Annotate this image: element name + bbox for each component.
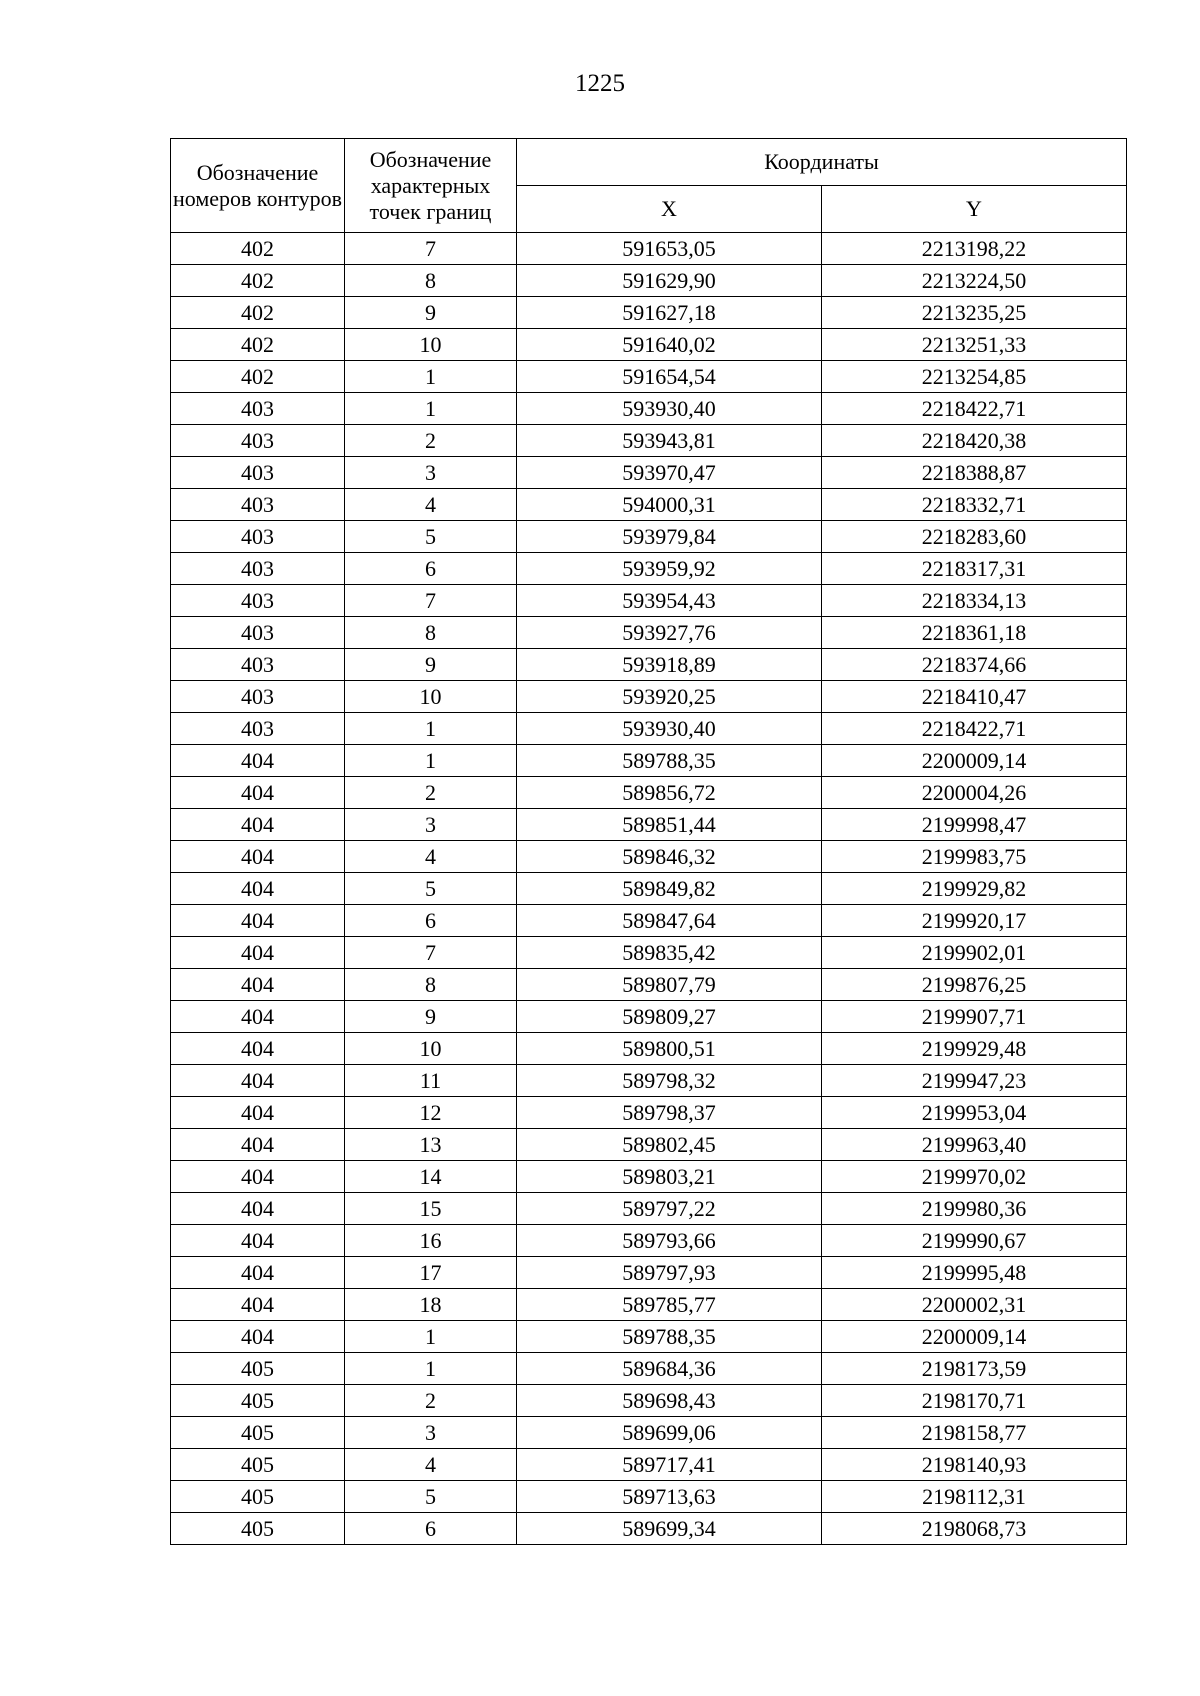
cell-contour: 403: [171, 489, 345, 521]
cell-contour: 404: [171, 1289, 345, 1321]
cell-contour: 403: [171, 713, 345, 745]
table-row: [171, 969, 1127, 1001]
cell-x: 589797,93: [517, 1257, 822, 1289]
table-row: [171, 393, 1127, 425]
cell-contour: 404: [171, 1193, 345, 1225]
cell-contour: 402: [171, 265, 345, 297]
cell-point: 7: [345, 937, 517, 969]
cell-point: 9: [345, 1001, 517, 1033]
cell-y: 2199953,04: [822, 1097, 1127, 1129]
table-row: [171, 649, 1127, 681]
cell-contour: 404: [171, 873, 345, 905]
table-row: [171, 425, 1127, 457]
table-row: [171, 809, 1127, 841]
cell-x: 591653,05: [517, 233, 822, 265]
cell-y: 2199990,67: [822, 1225, 1127, 1257]
cell-point: 13: [345, 1129, 517, 1161]
cell-x: 589807,79: [517, 969, 822, 1001]
cell-x: 589699,06: [517, 1417, 822, 1449]
cell-point: 7: [345, 585, 517, 617]
cell-point: 6: [345, 553, 517, 585]
cell-point: 9: [345, 649, 517, 681]
cell-x: 589717,41: [517, 1449, 822, 1481]
cell-y: 2213254,85: [822, 361, 1127, 393]
cell-contour: 402: [171, 361, 345, 393]
cell-point: 11: [345, 1065, 517, 1097]
table-row: [171, 1065, 1127, 1097]
cell-x: 591640,02: [517, 329, 822, 361]
cell-point: 2: [345, 1385, 517, 1417]
cell-x: 589846,32: [517, 841, 822, 873]
cell-x: 589797,22: [517, 1193, 822, 1225]
table-row: [171, 1257, 1127, 1289]
cell-point: 10: [345, 1033, 517, 1065]
cell-point: 8: [345, 969, 517, 1001]
cell-contour: 403: [171, 617, 345, 649]
cell-y: 2218374,66: [822, 649, 1127, 681]
table-row: [171, 1289, 1127, 1321]
table-row: [171, 265, 1127, 297]
cell-contour: 405: [171, 1385, 345, 1417]
cell-contour: 404: [171, 809, 345, 841]
table-row: [171, 553, 1127, 585]
table-row: [171, 457, 1127, 489]
cell-point: 10: [345, 329, 517, 361]
cell-contour: 403: [171, 393, 345, 425]
cell-point: 14: [345, 1161, 517, 1193]
table-row: [171, 1001, 1127, 1033]
coordinates-table: [170, 138, 1127, 1545]
cell-y: 2198158,77: [822, 1417, 1127, 1449]
table-row: [171, 521, 1127, 553]
cell-y: 2198068,73: [822, 1513, 1127, 1545]
cell-contour: 405: [171, 1417, 345, 1449]
cell-x: 589802,45: [517, 1129, 822, 1161]
cell-point: 1: [345, 745, 517, 777]
cell-y: 2218332,71: [822, 489, 1127, 521]
cell-contour: 405: [171, 1449, 345, 1481]
table-header: [171, 139, 1127, 233]
cell-x: 593927,76: [517, 617, 822, 649]
cell-x: 589713,63: [517, 1481, 822, 1513]
cell-y: 2218334,13: [822, 585, 1127, 617]
cell-contour: 404: [171, 745, 345, 777]
cell-x: 591627,18: [517, 297, 822, 329]
cell-point: 1: [345, 393, 517, 425]
cell-point: 7: [345, 233, 517, 265]
cell-x: 589698,43: [517, 1385, 822, 1417]
cell-y: 2199947,23: [822, 1065, 1127, 1097]
cell-point: 10: [345, 681, 517, 713]
cell-y: 2198140,93: [822, 1449, 1127, 1481]
cell-y: 2199920,17: [822, 905, 1127, 937]
cell-y: 2200009,14: [822, 745, 1127, 777]
cell-x: 589851,44: [517, 809, 822, 841]
cell-contour: 404: [171, 1321, 345, 1353]
cell-contour: 402: [171, 329, 345, 361]
table-row: [171, 1161, 1127, 1193]
cell-y: 2199902,01: [822, 937, 1127, 969]
table-row: [171, 1481, 1127, 1513]
table-row: [171, 1449, 1127, 1481]
table-row: [171, 1321, 1127, 1353]
cell-contour: 404: [171, 1225, 345, 1257]
cell-point: 8: [345, 265, 517, 297]
cell-contour: 404: [171, 937, 345, 969]
cell-contour: 404: [171, 841, 345, 873]
table-row: [171, 297, 1127, 329]
cell-point: 4: [345, 489, 517, 521]
cell-x: 589798,37: [517, 1097, 822, 1129]
cell-x: 589803,21: [517, 1161, 822, 1193]
header-contour-number: Обозначение номеров контуров: [171, 139, 345, 233]
table-row: [171, 681, 1127, 713]
cell-contour: 405: [171, 1513, 345, 1545]
cell-point: 6: [345, 905, 517, 937]
header-x: X: [517, 186, 822, 233]
cell-x: 589835,42: [517, 937, 822, 969]
table-row: [171, 585, 1127, 617]
table-row: [171, 1513, 1127, 1545]
cell-y: 2218422,71: [822, 393, 1127, 425]
cell-contour: 404: [171, 1033, 345, 1065]
cell-point: 2: [345, 425, 517, 457]
cell-x: 589793,66: [517, 1225, 822, 1257]
table-row: [171, 1417, 1127, 1449]
cell-contour: 402: [171, 297, 345, 329]
table-row: [171, 745, 1127, 777]
cell-point: 6: [345, 1513, 517, 1545]
cell-contour: 403: [171, 425, 345, 457]
table-row: [171, 617, 1127, 649]
cell-point: 1: [345, 1321, 517, 1353]
cell-x: 593954,43: [517, 585, 822, 617]
table-body: [171, 233, 1127, 1545]
cell-contour: 403: [171, 553, 345, 585]
cell-y: 2199980,36: [822, 1193, 1127, 1225]
table-row: [171, 361, 1127, 393]
table-row: [171, 1193, 1127, 1225]
cell-contour: 404: [171, 905, 345, 937]
cell-contour: 403: [171, 457, 345, 489]
cell-x: 593930,40: [517, 393, 822, 425]
cell-point: 16: [345, 1225, 517, 1257]
cell-contour: 402: [171, 233, 345, 265]
cell-y: 2199929,48: [822, 1033, 1127, 1065]
cell-point: 18: [345, 1289, 517, 1321]
cell-y: 2218388,87: [822, 457, 1127, 489]
table-row: [171, 777, 1127, 809]
cell-x: 591654,54: [517, 361, 822, 393]
page-number: 1225: [575, 70, 625, 97]
table-row: [171, 1385, 1127, 1417]
cell-y: 2213198,22: [822, 233, 1127, 265]
cell-y: 2213224,50: [822, 265, 1127, 297]
table-row: [171, 713, 1127, 745]
cell-y: 2198112,31: [822, 1481, 1127, 1513]
cell-x: 594000,31: [517, 489, 822, 521]
cell-x: 589699,34: [517, 1513, 822, 1545]
cell-y: 2213251,33: [822, 329, 1127, 361]
cell-x: 589798,32: [517, 1065, 822, 1097]
cell-y: 2199983,75: [822, 841, 1127, 873]
cell-x: 593959,92: [517, 553, 822, 585]
cell-point: 1: [345, 713, 517, 745]
cell-y: 2198173,59: [822, 1353, 1127, 1385]
cell-x: 589788,35: [517, 745, 822, 777]
cell-contour: 404: [171, 1097, 345, 1129]
header-coordinates: Координаты: [517, 139, 1127, 186]
cell-point: 4: [345, 1449, 517, 1481]
table-row: [171, 1353, 1127, 1385]
cell-contour: 404: [171, 969, 345, 1001]
header-y: Y: [822, 186, 1127, 233]
cell-contour: 405: [171, 1353, 345, 1385]
cell-point: 3: [345, 809, 517, 841]
cell-point: 5: [345, 873, 517, 905]
cell-contour: 405: [171, 1481, 345, 1513]
cell-point: 9: [345, 297, 517, 329]
cell-y: 2200004,26: [822, 777, 1127, 809]
cell-x: 593930,40: [517, 713, 822, 745]
cell-point: 1: [345, 361, 517, 393]
cell-x: 589684,36: [517, 1353, 822, 1385]
cell-x: 591629,90: [517, 265, 822, 297]
cell-x: 593943,81: [517, 425, 822, 457]
cell-x: 589847,64: [517, 905, 822, 937]
cell-contour: 403: [171, 681, 345, 713]
table-row: [171, 937, 1127, 969]
cell-contour: 404: [171, 1001, 345, 1033]
cell-point: 5: [345, 521, 517, 553]
cell-y: 2199963,40: [822, 1129, 1127, 1161]
table-row: [171, 329, 1127, 361]
cell-y: 2218422,71: [822, 713, 1127, 745]
cell-x: 589809,27: [517, 1001, 822, 1033]
cell-x: 589800,51: [517, 1033, 822, 1065]
table-row: [171, 905, 1127, 937]
cell-y: 2200002,31: [822, 1289, 1127, 1321]
table-row: [171, 1097, 1127, 1129]
cell-point: 17: [345, 1257, 517, 1289]
cell-y: 2199998,47: [822, 809, 1127, 841]
cell-x: 589788,35: [517, 1321, 822, 1353]
cell-point: 3: [345, 457, 517, 489]
cell-y: 2218361,18: [822, 617, 1127, 649]
cell-y: 2213235,25: [822, 297, 1127, 329]
table-row: [171, 1033, 1127, 1065]
cell-x: 593920,25: [517, 681, 822, 713]
table-row: [171, 489, 1127, 521]
cell-y: 2199907,71: [822, 1001, 1127, 1033]
cell-y: 2218410,47: [822, 681, 1127, 713]
header-row-top: [171, 139, 1127, 186]
table-row: [171, 233, 1127, 265]
cell-contour: 404: [171, 1129, 345, 1161]
cell-x: 589785,77: [517, 1289, 822, 1321]
cell-contour: 404: [171, 1065, 345, 1097]
cell-x: 593918,89: [517, 649, 822, 681]
cell-x: 589856,72: [517, 777, 822, 809]
cell-point: 4: [345, 841, 517, 873]
cell-y: 2199929,82: [822, 873, 1127, 905]
cell-y: 2218420,38: [822, 425, 1127, 457]
cell-contour: 403: [171, 649, 345, 681]
cell-point: 1: [345, 1353, 517, 1385]
cell-point: 8: [345, 617, 517, 649]
cell-x: 593979,84: [517, 521, 822, 553]
cell-x: 593970,47: [517, 457, 822, 489]
cell-y: 2200009,14: [822, 1321, 1127, 1353]
table-row: [171, 873, 1127, 905]
table-row: [171, 1129, 1127, 1161]
table-row: [171, 1225, 1127, 1257]
cell-point: 5: [345, 1481, 517, 1513]
cell-contour: 404: [171, 1257, 345, 1289]
cell-y: 2199876,25: [822, 969, 1127, 1001]
cell-y: 2218317,31: [822, 553, 1127, 585]
cell-point: 12: [345, 1097, 517, 1129]
cell-contour: 404: [171, 1161, 345, 1193]
cell-y: 2199995,48: [822, 1257, 1127, 1289]
cell-point: 3: [345, 1417, 517, 1449]
cell-y: 2218283,60: [822, 521, 1127, 553]
cell-contour: 403: [171, 585, 345, 617]
header-boundary-point: Обозначение характерных точек границ: [345, 139, 517, 233]
cell-contour: 403: [171, 521, 345, 553]
cell-x: 589849,82: [517, 873, 822, 905]
cell-y: 2198170,71: [822, 1385, 1127, 1417]
cell-point: 15: [345, 1193, 517, 1225]
cell-point: 2: [345, 777, 517, 809]
cell-y: 2199970,02: [822, 1161, 1127, 1193]
cell-contour: 404: [171, 777, 345, 809]
table-row: [171, 841, 1127, 873]
